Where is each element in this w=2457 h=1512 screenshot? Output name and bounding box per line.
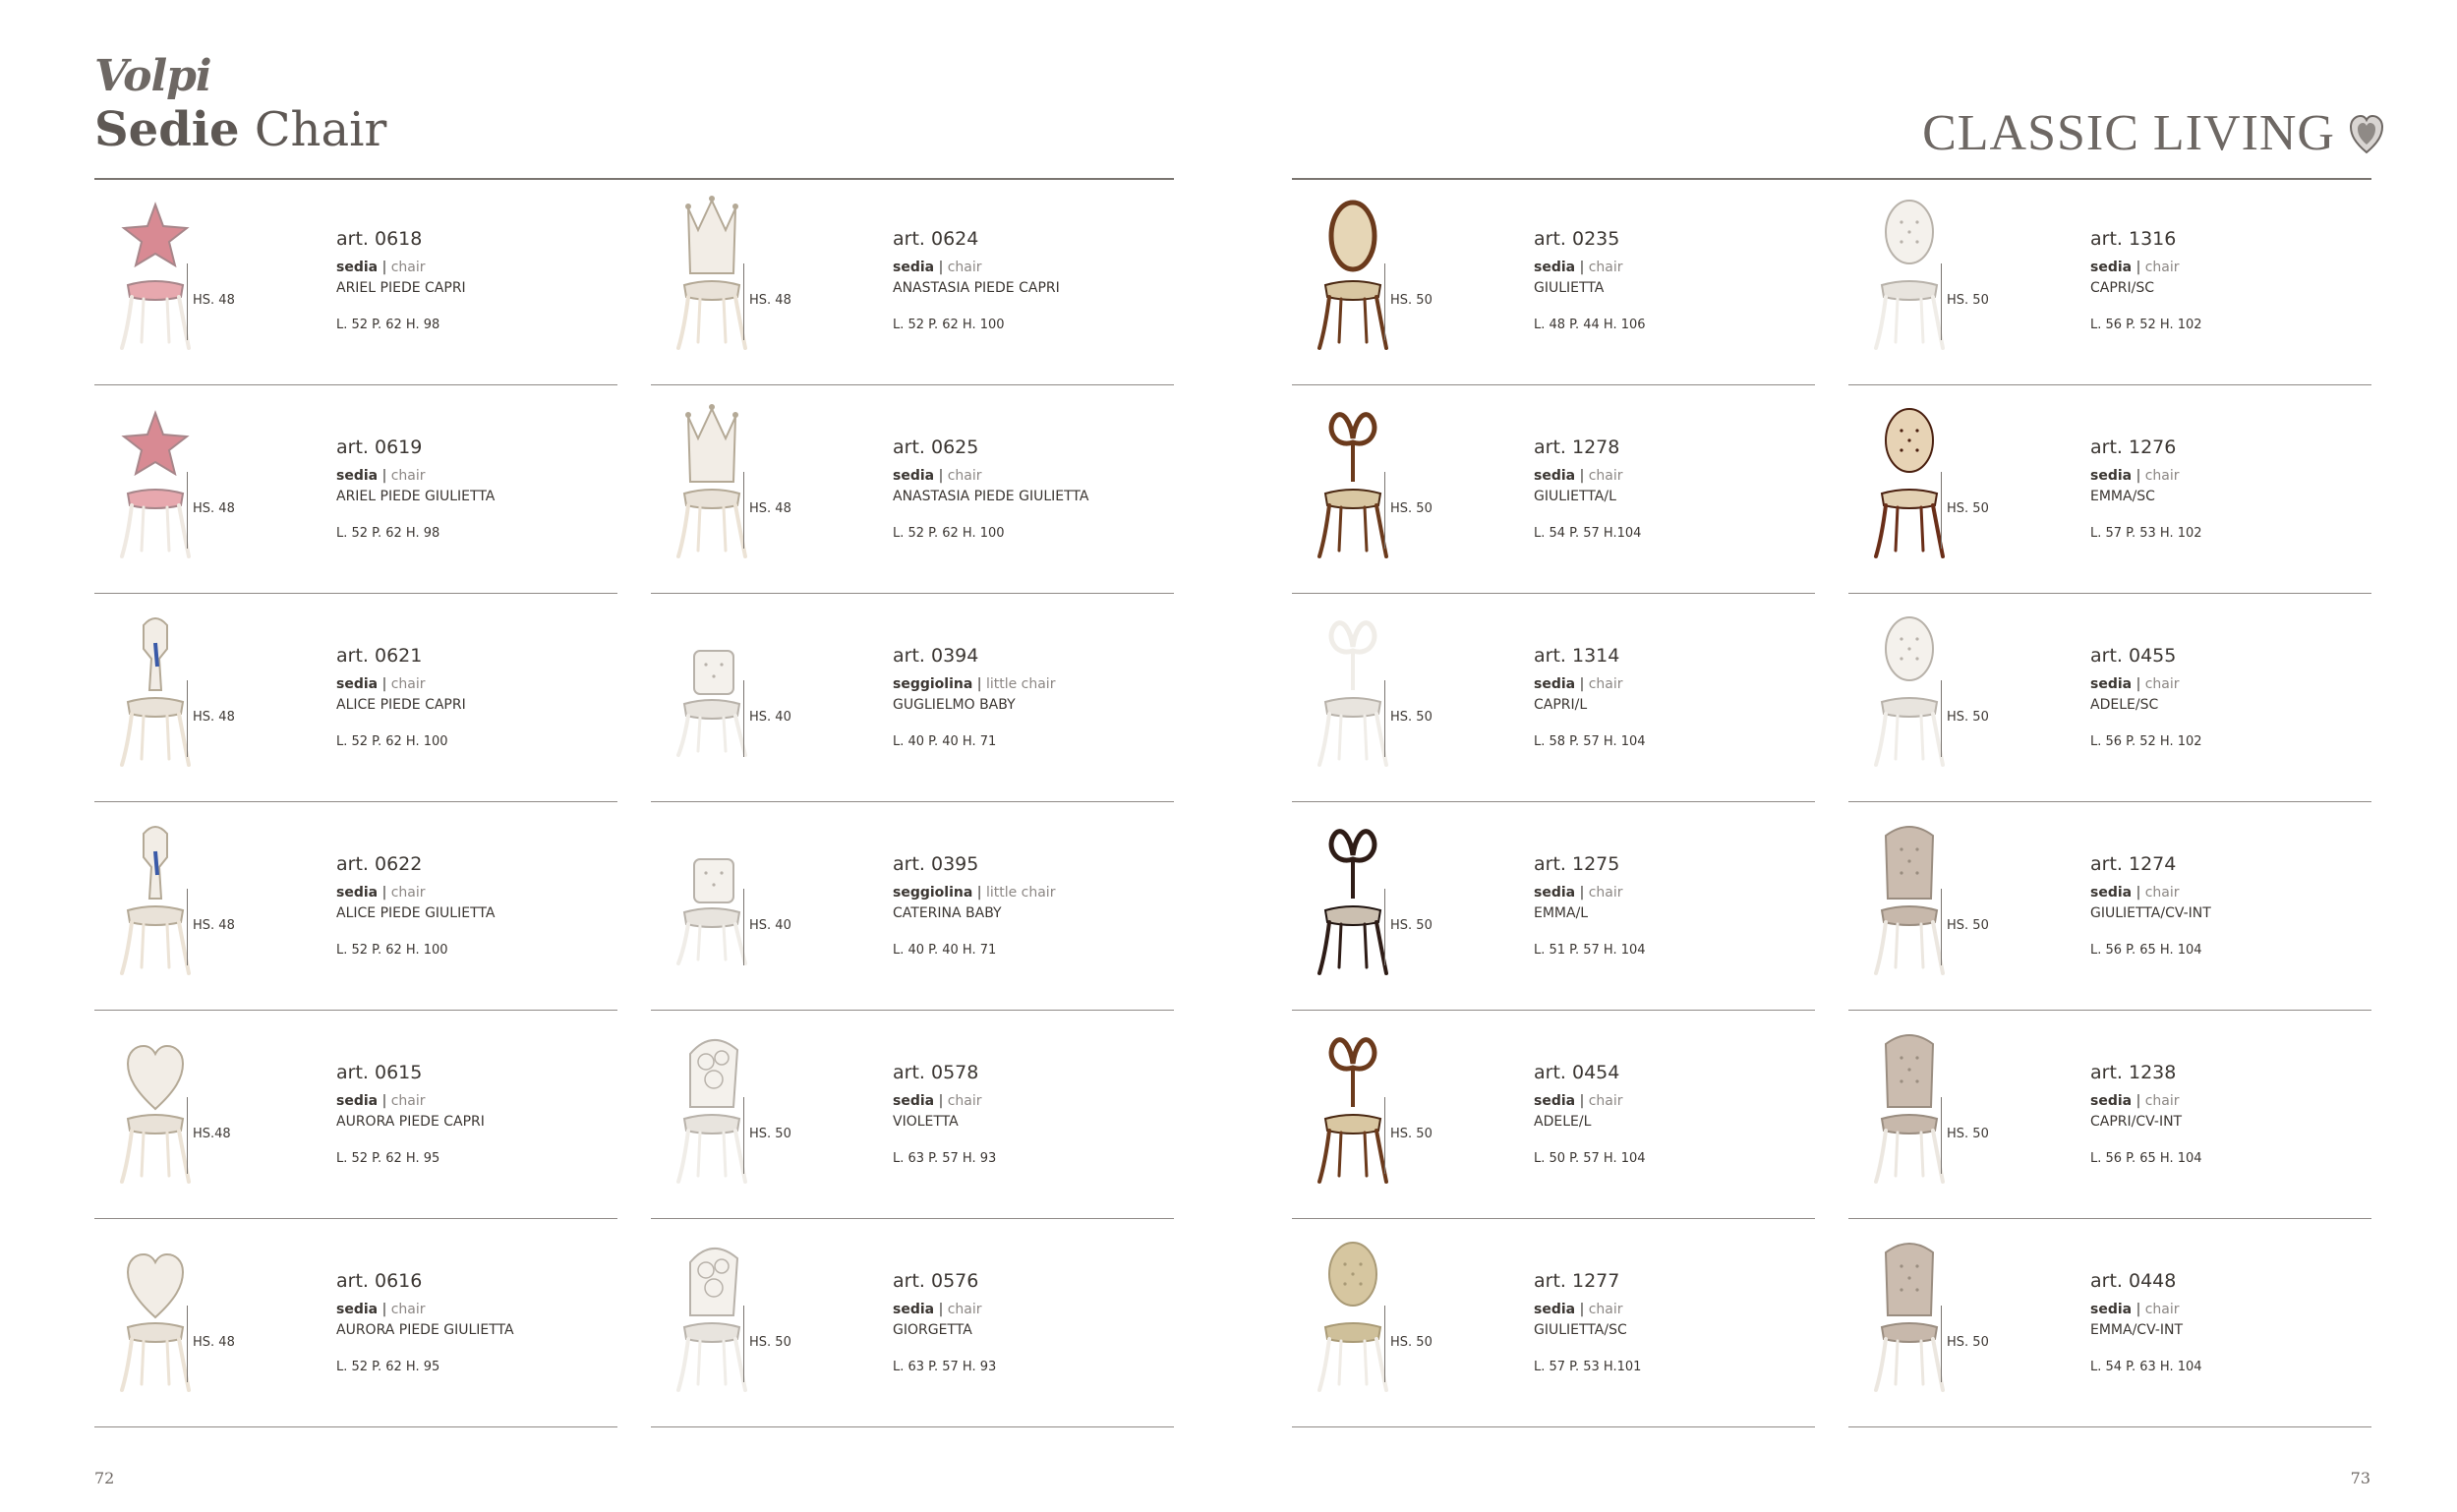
article-number: art. 1314 xyxy=(1534,645,1620,667)
dimensions: L. 52 P. 62 H. 100 xyxy=(336,734,448,749)
type-separator: | xyxy=(2135,1302,2141,1317)
model-name: GIULIETTA xyxy=(1534,280,1605,296)
seat-height-marker xyxy=(1941,889,1942,965)
seat-height: HS. 48 xyxy=(193,918,235,933)
seat-height: HS. 40 xyxy=(749,918,791,933)
product-type-english: chair xyxy=(2144,468,2180,484)
product-type-italian: sedia xyxy=(1534,260,1576,275)
chair-photo xyxy=(1852,191,1966,352)
seat-height: HS. 50 xyxy=(749,1127,791,1141)
dimensions: L. 52 P. 62 H. 100 xyxy=(893,318,1005,332)
product-type-italian: sedia xyxy=(2090,1093,2133,1109)
product-card xyxy=(94,802,617,1011)
chair-photo xyxy=(1852,399,1966,560)
dimensions: L. 54 P. 57 H.104 xyxy=(1534,526,1642,541)
product-card xyxy=(1292,1011,1815,1219)
type-separator: | xyxy=(2135,260,2141,275)
seat-height: HS. 50 xyxy=(1947,501,1989,516)
product-type-italian: sedia xyxy=(893,260,935,275)
type-separator: | xyxy=(381,676,387,692)
section-title xyxy=(94,102,386,157)
seat-height: HS. 48 xyxy=(193,710,235,725)
type-separator: | xyxy=(381,260,387,275)
product-type xyxy=(1534,260,1623,275)
type-separator: | xyxy=(938,468,944,484)
type-separator: | xyxy=(1579,260,1585,275)
product-type xyxy=(893,1302,982,1317)
seat-height-marker xyxy=(187,1097,188,1174)
article-number: art. 0616 xyxy=(336,1270,423,1292)
model-name: ANASTASIA PIEDE GIULIETTA xyxy=(893,489,1089,504)
dimensions: L. 56 P. 52 H. 102 xyxy=(2090,734,2202,749)
chair-photo xyxy=(1296,191,1410,352)
article-number: art. 0394 xyxy=(893,645,979,667)
article-number: art. 1274 xyxy=(2090,853,2177,875)
seat-height-marker xyxy=(1384,472,1385,549)
product-type-italian: sedia xyxy=(336,468,379,484)
model-name: VIOLETTA xyxy=(893,1114,959,1130)
product-card xyxy=(94,385,617,594)
seat-height: HS. 50 xyxy=(1390,1127,1433,1141)
product-type-italian: sedia xyxy=(336,260,379,275)
product-card xyxy=(1848,594,2371,802)
model-name: CAPRI/CV-INT xyxy=(2090,1114,2183,1130)
product-type-english: chair xyxy=(1588,1093,1623,1109)
chair-photo xyxy=(98,1233,212,1394)
model-name: GIORGETTA xyxy=(893,1322,972,1338)
product-card xyxy=(1848,1011,2371,1219)
product-type-italian: seggiolina xyxy=(893,885,973,901)
product-type-english: chair xyxy=(947,1302,982,1317)
dimensions: L. 56 P. 52 H. 102 xyxy=(2090,318,2202,332)
product-type-italian: sedia xyxy=(2090,468,2133,484)
article-number: art. 1316 xyxy=(2090,228,2177,250)
product-card xyxy=(94,594,617,802)
product-type-english: chair xyxy=(947,468,982,484)
article-number: art. 0578 xyxy=(893,1062,979,1083)
product-type xyxy=(893,885,1055,901)
section-title-english: Chair xyxy=(254,102,387,157)
dimensions: L. 40 P. 40 H. 71 xyxy=(893,943,997,958)
seat-height-marker xyxy=(187,680,188,757)
product-type xyxy=(336,1093,426,1109)
type-separator: | xyxy=(976,676,982,692)
chair-photo xyxy=(98,399,212,560)
chair-photo xyxy=(1852,1024,1966,1186)
product-type-italian: sedia xyxy=(336,676,379,692)
dimensions: L. 52 P. 62 H. 100 xyxy=(893,526,1005,541)
model-name: ARIEL PIEDE GIULIETTA xyxy=(336,489,496,504)
dimensions: L. 63 P. 57 H. 93 xyxy=(893,1151,997,1166)
article-number: art. 0576 xyxy=(893,1270,979,1292)
model-name: GUGLIELMO BABY xyxy=(893,697,1016,713)
section-title-italian: Sedie xyxy=(94,102,240,157)
article-number: art. 1275 xyxy=(1534,853,1620,875)
model-name: EMMA/SC xyxy=(2090,489,2155,504)
article-number: art. 0621 xyxy=(336,645,423,667)
model-name: ALICE PIEDE CAPRI xyxy=(336,697,466,713)
product-type xyxy=(1534,1093,1623,1109)
product-card xyxy=(1292,177,1815,385)
card-divider xyxy=(1292,1426,1815,1427)
model-name: CATERINA BABY xyxy=(893,905,1002,921)
collection-name: CLASSIC LIVING xyxy=(1922,105,2335,161)
product-type-english: chair xyxy=(1588,468,1623,484)
product-type xyxy=(1534,468,1623,484)
seat-height-marker xyxy=(743,889,744,965)
type-separator: | xyxy=(1579,468,1585,484)
seat-height: HS.48 xyxy=(193,1127,231,1141)
product-type-english: chair xyxy=(947,1093,982,1109)
product-type xyxy=(1534,885,1623,901)
product-card xyxy=(94,177,617,385)
seat-height-marker xyxy=(743,1097,744,1174)
product-type-english: chair xyxy=(390,676,426,692)
product-type xyxy=(336,885,426,901)
dimensions: L. 56 P. 65 H. 104 xyxy=(2090,1151,2202,1166)
article-number: art. 0618 xyxy=(336,228,423,250)
article-number: art. 0625 xyxy=(893,436,979,458)
chair-photo xyxy=(98,816,212,977)
product-type-english: chair xyxy=(390,468,426,484)
product-type-italian: sedia xyxy=(1534,676,1576,692)
seat-height-marker xyxy=(743,1306,744,1382)
product-type xyxy=(336,1302,426,1317)
product-type-english: chair xyxy=(390,1093,426,1109)
seat-height: HS. 48 xyxy=(749,293,791,308)
chair-photo xyxy=(655,1024,769,1186)
seat-height: HS. 50 xyxy=(1390,1335,1433,1350)
product-type-english: chair xyxy=(2144,885,2180,901)
chair-photo xyxy=(98,191,212,352)
dimensions: L. 50 P. 57 H. 104 xyxy=(1534,1151,1646,1166)
product-card xyxy=(1292,385,1815,594)
product-type-english: chair xyxy=(2144,1093,2180,1109)
model-name: EMMA/CV-INT xyxy=(2090,1322,2184,1338)
article-number: art. 0622 xyxy=(336,853,423,875)
dimensions: L. 58 P. 57 H. 104 xyxy=(1534,734,1646,749)
seat-height-marker xyxy=(1384,1306,1385,1382)
product-card xyxy=(1848,385,2371,594)
product-type-italian: sedia xyxy=(2090,676,2133,692)
brand-logo: Volpi xyxy=(94,51,211,101)
type-separator: | xyxy=(938,1093,944,1109)
product-card xyxy=(651,385,1174,594)
article-number: art. 1238 xyxy=(2090,1062,2177,1083)
model-name: GIULIETTA/L xyxy=(1534,489,1616,504)
dimensions: L. 63 P. 57 H. 93 xyxy=(893,1360,997,1374)
product-type-english: chair xyxy=(390,1302,426,1317)
article-number: art. 1277 xyxy=(1534,1270,1620,1292)
seat-height: HS. 50 xyxy=(1947,1127,1989,1141)
seat-height-marker xyxy=(187,263,188,340)
article-number: art. 0395 xyxy=(893,853,979,875)
product-type-italian: sedia xyxy=(2090,260,2133,275)
seat-height-marker xyxy=(1384,680,1385,757)
seat-height: HS. 50 xyxy=(1947,293,1989,308)
type-separator: | xyxy=(938,260,944,275)
product-type xyxy=(1534,676,1623,692)
model-name: AURORA PIEDE GIULIETTA xyxy=(336,1322,514,1338)
product-type-english: little chair xyxy=(985,885,1056,901)
model-name: CAPRI/L xyxy=(1534,697,1588,713)
dimensions: L. 52 P. 62 H. 98 xyxy=(336,526,440,541)
product-type xyxy=(336,676,426,692)
seat-height-marker xyxy=(1384,263,1385,340)
seat-height-marker xyxy=(187,889,188,965)
product-type-english: chair xyxy=(947,260,982,275)
product-type-italian: seggiolina xyxy=(893,676,973,692)
chair-photo xyxy=(1852,608,1966,769)
product-type xyxy=(2090,1093,2180,1109)
seat-height-marker xyxy=(1384,889,1385,965)
type-separator: | xyxy=(381,468,387,484)
product-type-english: chair xyxy=(390,885,426,901)
product-card xyxy=(651,1219,1174,1427)
chair-photo xyxy=(1852,816,1966,977)
article-number: art. 0619 xyxy=(336,436,423,458)
dimensions: L. 56 P. 65 H. 104 xyxy=(2090,943,2202,958)
model-name: AURORA PIEDE CAPRI xyxy=(336,1114,485,1130)
seat-height-marker xyxy=(1384,1097,1385,1174)
product-card xyxy=(651,802,1174,1011)
product-type xyxy=(2090,260,2180,275)
product-card xyxy=(651,1011,1174,1219)
seat-height: HS. 50 xyxy=(1390,293,1433,308)
article-number: art. 0448 xyxy=(2090,1270,2177,1292)
article-number: art. 0235 xyxy=(1534,228,1620,250)
card-divider xyxy=(651,1426,1174,1427)
product-type-english: chair xyxy=(2144,676,2180,692)
model-name: GIULIETTA/CV-INT xyxy=(2090,905,2211,921)
chair-photo xyxy=(1296,816,1410,977)
product-type-italian: sedia xyxy=(2090,1302,2133,1317)
dimensions: L. 52 P. 62 H. 98 xyxy=(336,318,440,332)
product-type-italian: sedia xyxy=(893,468,935,484)
product-type xyxy=(893,1093,982,1109)
product-type-italian: sedia xyxy=(2090,885,2133,901)
product-type xyxy=(893,468,982,484)
seat-height: HS. 48 xyxy=(193,501,235,516)
type-separator: | xyxy=(1579,1093,1585,1109)
article-number: art. 0624 xyxy=(893,228,979,250)
chair-photo xyxy=(98,1024,212,1186)
product-type-italian: sedia xyxy=(1534,1302,1576,1317)
article-number: art. 1278 xyxy=(1534,436,1620,458)
product-type-english: chair xyxy=(1588,260,1623,275)
seat-height: HS. 50 xyxy=(1947,918,1989,933)
product-type xyxy=(2090,468,2180,484)
model-name: ADELE/L xyxy=(1534,1114,1592,1130)
product-type-italian: sedia xyxy=(1534,468,1576,484)
seat-height-marker xyxy=(743,680,744,757)
seat-height-marker xyxy=(187,472,188,549)
model-name: ALICE PIEDE GIULIETTA xyxy=(336,905,496,921)
seat-height: HS. 48 xyxy=(193,293,235,308)
product-type xyxy=(893,260,982,275)
product-card xyxy=(1292,802,1815,1011)
dimensions: L. 57 P. 53 H.101 xyxy=(1534,1360,1642,1374)
product-type xyxy=(2090,676,2180,692)
product-type xyxy=(336,468,426,484)
page-number-right: 73 xyxy=(2350,1469,2370,1487)
article-number: art. 0615 xyxy=(336,1062,423,1083)
product-type-english: little chair xyxy=(985,676,1056,692)
dimensions: L. 54 P. 63 H. 104 xyxy=(2090,1360,2202,1374)
type-separator: | xyxy=(2135,1093,2141,1109)
product-type-english: chair xyxy=(1588,676,1623,692)
product-type-english: chair xyxy=(1588,1302,1623,1317)
seat-height: HS. 48 xyxy=(749,501,791,516)
product-type-english: chair xyxy=(2144,260,2180,275)
product-card xyxy=(94,1219,617,1427)
chair-photo xyxy=(1296,1233,1410,1394)
seat-height-marker xyxy=(1941,1097,1942,1174)
product-card xyxy=(1848,1219,2371,1427)
chair-photo xyxy=(1296,1024,1410,1186)
article-number: art. 0454 xyxy=(1534,1062,1620,1083)
product-card xyxy=(1292,594,1815,802)
type-separator: | xyxy=(1579,1302,1585,1317)
chair-photo xyxy=(1852,1233,1966,1394)
product-type-italian: sedia xyxy=(1534,1093,1576,1109)
seat-height-marker xyxy=(743,472,744,549)
chair-photo xyxy=(1296,399,1410,560)
product-type-italian: sedia xyxy=(336,1093,379,1109)
seat-height-marker xyxy=(1941,263,1942,340)
dimensions: L. 52 P. 62 H. 95 xyxy=(336,1360,440,1374)
product-type-english: chair xyxy=(390,260,426,275)
model-name: GIULIETTA/SC xyxy=(1534,1322,1627,1338)
model-name: CAPRI/SC xyxy=(2090,280,2155,296)
seat-height: HS. 48 xyxy=(193,1335,235,1350)
type-separator: | xyxy=(2135,676,2141,692)
chair-photo xyxy=(655,399,769,560)
dimensions: L. 40 P. 40 H. 71 xyxy=(893,734,997,749)
product-type xyxy=(893,676,1055,692)
chair-photo xyxy=(655,608,769,769)
type-separator: | xyxy=(1579,676,1585,692)
seat-height: HS. 50 xyxy=(1390,710,1433,725)
product-card xyxy=(651,177,1174,385)
seat-height-marker xyxy=(1941,472,1942,549)
product-type xyxy=(2090,885,2180,901)
product-card xyxy=(1848,177,2371,385)
seat-height-marker xyxy=(1941,680,1942,757)
model-name: EMMA/L xyxy=(1534,905,1589,921)
type-separator: | xyxy=(381,885,387,901)
product-card xyxy=(94,1011,617,1219)
product-type-italian: sedia xyxy=(1534,885,1576,901)
model-name: ADELE/SC xyxy=(2090,697,2159,713)
dimensions: L. 52 P. 62 H. 95 xyxy=(336,1151,440,1166)
seat-height: HS. 50 xyxy=(1947,1335,1989,1350)
article-number: art. 0455 xyxy=(2090,645,2177,667)
seat-height: HS. 50 xyxy=(1390,501,1433,516)
type-separator: | xyxy=(381,1093,387,1109)
product-type xyxy=(336,260,426,275)
dimensions: L. 48 P. 44 H. 106 xyxy=(1534,318,1646,332)
collection-title xyxy=(1922,104,2384,162)
model-name: ANASTASIA PIEDE CAPRI xyxy=(893,280,1060,296)
seat-height-marker xyxy=(1941,1306,1942,1382)
product-type xyxy=(1534,1302,1623,1317)
page-number-left: 72 xyxy=(94,1469,115,1487)
product-type-english: chair xyxy=(2144,1302,2180,1317)
card-divider xyxy=(1848,1426,2371,1427)
dimensions: L. 52 P. 62 H. 100 xyxy=(336,943,448,958)
seat-height-marker xyxy=(743,263,744,340)
type-separator: | xyxy=(976,885,982,901)
product-card xyxy=(1292,1219,1815,1427)
product-card xyxy=(651,594,1174,802)
heart-emblem-icon xyxy=(2349,113,2384,154)
chair-photo xyxy=(1296,608,1410,769)
product-type-english: chair xyxy=(1588,885,1623,901)
seat-height: HS. 40 xyxy=(749,710,791,725)
seat-height: HS. 50 xyxy=(1390,918,1433,933)
chair-photo xyxy=(655,816,769,977)
type-separator: | xyxy=(2135,468,2141,484)
model-name: ARIEL PIEDE CAPRI xyxy=(336,280,466,296)
product-type-italian: sedia xyxy=(336,1302,379,1317)
card-divider xyxy=(94,1426,617,1427)
seat-height-marker xyxy=(187,1306,188,1382)
seat-height: HS. 50 xyxy=(1947,710,1989,725)
product-type xyxy=(2090,1302,2180,1317)
seat-height: HS. 50 xyxy=(749,1335,791,1350)
article-number: art. 1276 xyxy=(2090,436,2177,458)
type-separator: | xyxy=(2135,885,2141,901)
product-type-italian: sedia xyxy=(893,1302,935,1317)
type-separator: | xyxy=(381,1302,387,1317)
type-separator: | xyxy=(938,1302,944,1317)
type-separator: | xyxy=(1579,885,1585,901)
product-type-italian: sedia xyxy=(893,1093,935,1109)
chair-photo xyxy=(655,1233,769,1394)
product-card xyxy=(1848,802,2371,1011)
dimensions: L. 57 P. 53 H. 102 xyxy=(2090,526,2202,541)
product-type-italian: sedia xyxy=(336,885,379,901)
chair-photo xyxy=(98,608,212,769)
chair-photo xyxy=(655,191,769,352)
dimensions: L. 51 P. 57 H. 104 xyxy=(1534,943,1646,958)
